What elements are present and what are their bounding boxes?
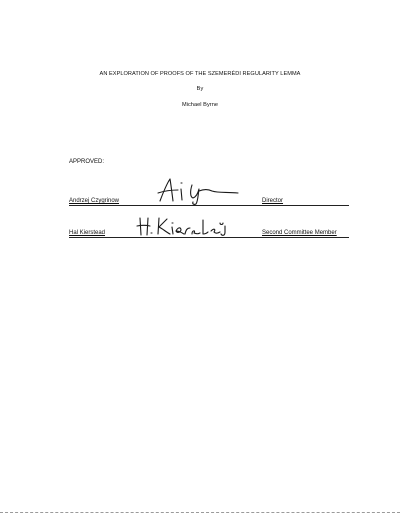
signer-role: Second Committee Member: [262, 230, 337, 236]
author-name: Michael Byrne: [181, 102, 219, 108]
handwritten-signature: [134, 215, 230, 237]
handwritten-signature: [154, 177, 246, 205]
signer-name: Hal Kierstead: [69, 230, 106, 236]
approved-label: APPROVED:: [69, 159, 105, 165]
signer-name: Andrzej Czygrinow: [69, 198, 120, 204]
signer-role: Director: [262, 198, 284, 204]
page-bottom-rule: [0, 512, 400, 513]
signature-row-director: [0, 176, 400, 206]
signature-line: [69, 205, 349, 206]
by-line: By: [196, 86, 204, 92]
document-title: AN EXPLORATION OF PROOFS OF THE SZEMERÉDI REGULARITY LEMMA: [99, 71, 301, 77]
signature-row-committee: [0, 208, 400, 238]
signature-line: [69, 237, 349, 238]
